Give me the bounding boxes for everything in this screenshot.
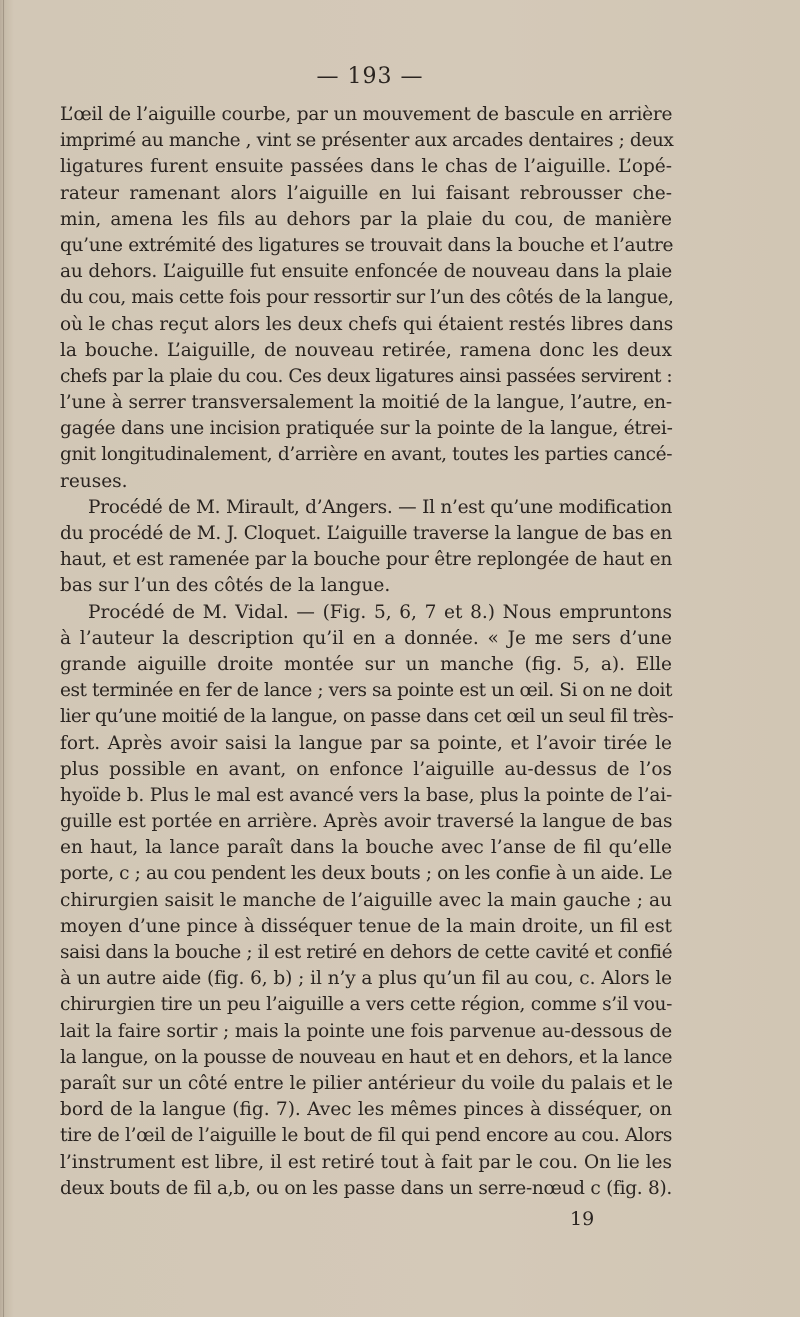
paragraph — [60, 600, 672, 1202]
paragraph — [60, 495, 672, 600]
signature-mark: 19 — [570, 1208, 595, 1230]
text-line: Procédé de M. Mirault, d’Angers. — Il n’est qu’une modification — [88, 496, 672, 518]
text-line: saisi dans la bouche ; il est retiré en dehors de cette cavité et confié — [60, 942, 673, 963]
text-line: bas sur l’un des côtés de la langue. — [60, 575, 391, 597]
text-line: bord de la langue (fig. 7). Avec les mêmes pinces à disséquer, on — [60, 1099, 672, 1121]
text-line: gnit longitudinalement, d’arrière en avant, toutes les parties cancé- — [60, 444, 673, 466]
text-line: gagée dans une incision pratiquée sur la pointe de la langue, étrei- — [60, 418, 673, 440]
text-line: l’une à serrer transversalement la moitié de la langue, l’autre, en- — [60, 392, 672, 414]
text-line: à l’auteur la description qu’il en a donnée. « Je me sers d’une — [60, 627, 672, 649]
text-line: imprimé au manche , vint se présenter aux arcades dentaires ; deux — [60, 130, 674, 152]
text-line: la bouche. L’aiguille, de nouveau retirée, ramena donc les deux — [60, 339, 672, 361]
text-line: porte, c ; au cou pendent les deux bouts ; on les confie à un aide. Le — [60, 863, 672, 885]
page-number: — 193 — — [316, 64, 424, 89]
text-line: la langue, on la pousse de nouveau en haut et en dehors, et la lance — [60, 1046, 672, 1068]
text-line: paraît sur un côté entre le pilier antérieur du voile du palais et le — [60, 1072, 674, 1094]
text-line: ligatures furent ensuite passées dans le chas de l’aiguille. L’opé- — [60, 156, 672, 178]
text-line: chirurgien tire un peu l’aiguille a vers cette région, comme s’il vou- — [60, 994, 672, 1016]
text-line: l’instrument est libre, il est retiré tout à fait par le cou. On lie les — [60, 1151, 672, 1173]
text-line: chirurgien saisit le manche de l’aiguille avec la main gauche ; au — [60, 889, 672, 911]
text-line: lier qu’une moitié de la langue, on passe dans cet œil un seul fil très- — [60, 706, 674, 728]
text-line: hyoïde b. Plus le mal est avancé vers la base, plus la pointe de l’ai- — [60, 784, 672, 806]
text-line: tire de l’œil de l’aiguille le bout de fil qui pend encore au cou. Alors — [60, 1125, 672, 1147]
text-line: du procédé de M. J. Cloquet. L’aiguille traverse la langue de bas en — [60, 523, 672, 544]
text-line: chefs par la plaie du cou. Ces deux ligatures ainsi passées servirent : — [60, 365, 672, 387]
text-line: fort. Après avoir saisi la langue par sa pointe, et l’avoir tirée le — [60, 732, 672, 754]
text-line: moyen d’une pince à disséquer tenue de la main droite, un fil est — [60, 915, 672, 937]
text-line: guille est portée en arrière. Après avoir traversé la langue de bas — [60, 811, 673, 833]
text-line: haut, et est ramenée par la bouche pour être replongée de haut en — [60, 549, 672, 571]
text-line: où le chas reçut alors les deux chefs qui étaient restés libres dans — [60, 313, 674, 335]
text-line: du cou, mais cette fois pour ressortir sur l’un des côtés de la langue, — [60, 287, 674, 309]
text-line: au dehors. L’aiguille fut ensuite enfoncée de nouveau dans la plaie — [60, 261, 672, 283]
text-line: à un autre aide (fig. 6, b) ; il n’y a plus qu’un fil au cou, c. Alors le — [60, 968, 672, 990]
text-line: reuses. — [60, 470, 128, 492]
text-line: deux bouts de fil a,b, ou on les passe dans un serre-nœud c (fig. 8). — [60, 1177, 672, 1199]
text-line: qu’une extrémité des ligatures se trouvait dans la bouche et l’autre — [60, 234, 674, 256]
text-line: grande aiguille droite montée sur un manche (fig. 5, a). Elle — [60, 653, 672, 675]
text-line: Procédé de M. Vidal. — (Fig. 5, 6, 7 et 8.) Nous empruntons — [88, 601, 672, 623]
text-line: L’œil de l’aiguille courbe, par un mouvement de bascule en arrière — [60, 104, 673, 125]
text-line: lait la faire sortir ; mais la pointe une fois parvenue au-dessous de — [60, 1020, 672, 1042]
body-text — [60, 102, 672, 1202]
text-line: rateur ramenant alors l’aiguille en lui faisant rebrousser che- — [60, 182, 672, 204]
text-line: min, amena les fils au dehors par la plaie du cou, de manière — [60, 208, 672, 230]
text-line: plus possible en avant, on enfonce l’aiguille au-dessus de l’os — [60, 758, 672, 780]
paragraph — [60, 102, 672, 495]
page-edge — [3, 0, 4, 1317]
text-line: est terminée en fer de lance ; vers sa pointe est un œil. Si on ne doit — [60, 680, 672, 702]
text-line: en haut, la lance paraît dans la bouche avec l’anse de fil qu’elle — [60, 837, 672, 859]
